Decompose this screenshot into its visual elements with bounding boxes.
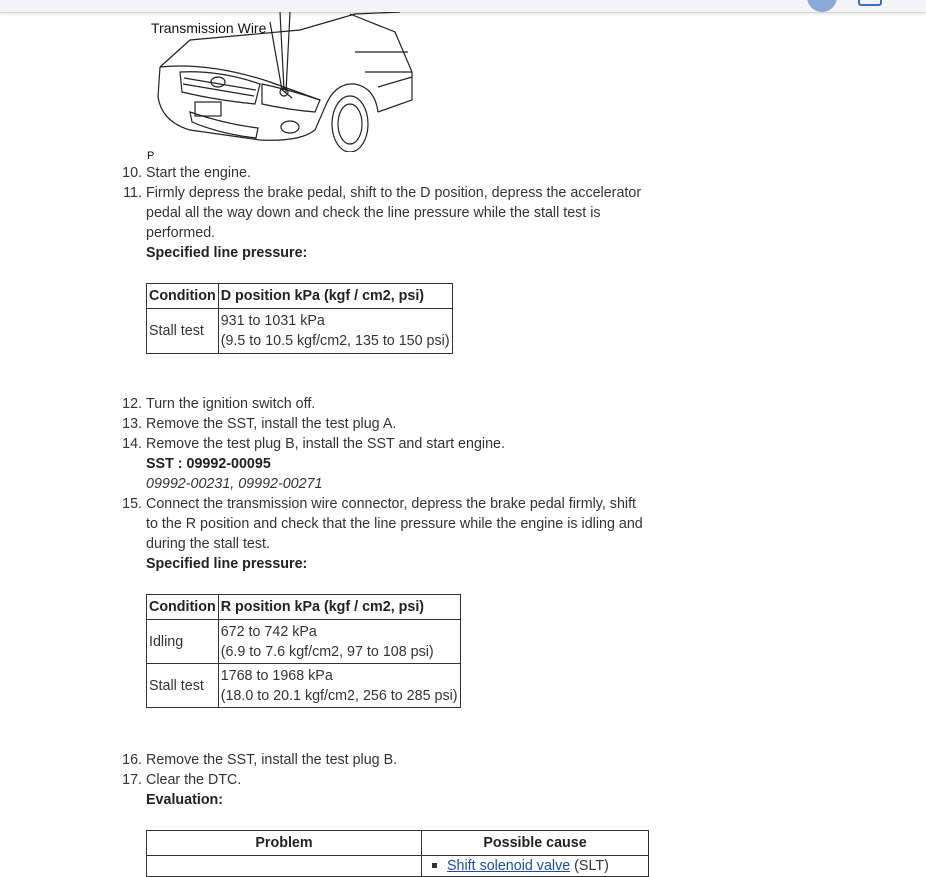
pressure-kpa: 931 to 1031 kPa xyxy=(220,313,325,329)
header-d-position: D position kPa (kgf / cm2, psi) xyxy=(218,284,452,309)
evaluation-label: Evaluation: xyxy=(146,792,224,808)
pressure-converted: (18.0 to 20.1 kgf/cm2, 256 to 285 psi) xyxy=(220,687,458,704)
step-text: Turn the ignition switch off. xyxy=(146,396,316,412)
cause-suffix: (SLT) xyxy=(570,858,609,874)
header-r-position: R position kPa (kgf / cm2, psi) xyxy=(218,595,460,620)
step-text: Remove the SST, install the test plug B. xyxy=(146,752,398,768)
header-possible-cause: Possible cause xyxy=(422,831,649,856)
figure-label: Transmission Wire xyxy=(151,20,267,36)
step-text: Remove the SST, install the test plug A. xyxy=(146,416,397,432)
table-row xyxy=(147,309,453,354)
header-problem: Problem xyxy=(147,831,422,856)
table-header-row xyxy=(147,595,461,620)
step-number: 11. xyxy=(123,185,142,201)
table-header-row xyxy=(147,284,453,309)
step-text xyxy=(146,494,646,554)
step-text: Clear the DTC. xyxy=(146,772,242,788)
step-number: 17. xyxy=(122,772,142,788)
condition-cell: Stall test xyxy=(147,664,219,708)
specified-line-pressure-label: Specified line pressure: xyxy=(146,245,308,261)
shift-solenoid-valve-link[interactable]: Shift solenoid valve xyxy=(447,858,571,874)
possible-cause-cell xyxy=(422,856,649,877)
step-number: 16. xyxy=(122,752,142,768)
pressure-kpa: 672 to 742 kPa xyxy=(220,623,317,640)
pressure-converted: (9.5 to 10.5 kgf/cm2, 135 to 150 psi) xyxy=(220,333,450,349)
step-text-line: performed. xyxy=(146,225,216,241)
table-row xyxy=(147,856,649,877)
avatar[interactable] xyxy=(807,0,837,12)
step-text-line: pedal all the way down and check the line pressure while the stall test is xyxy=(146,205,601,221)
problem-cell xyxy=(147,856,422,877)
app-icon[interactable] xyxy=(858,0,882,6)
pressure-cell xyxy=(218,309,452,354)
step-text-line: Firmly depress the brake pedal, shift to the D position, depress the accelerator xyxy=(146,185,642,201)
figure-caption: P xyxy=(147,150,155,162)
step-text-line: during the stall test. xyxy=(146,536,270,552)
step-number: 14. xyxy=(122,436,142,452)
step-number: 12. xyxy=(122,396,142,412)
step-text xyxy=(146,183,646,243)
pressure-cell xyxy=(218,664,460,708)
step-number: 13. xyxy=(122,416,142,432)
bullet-icon xyxy=(432,863,437,868)
specified-line-pressure-label: Specified line pressure: xyxy=(146,556,308,572)
pressure-cell xyxy=(218,620,460,664)
condition-cell: Stall test xyxy=(147,309,219,354)
step-text: Remove the test plug B, install the SST and start engine. xyxy=(146,436,505,452)
sst-label: SST : 09992-00095 xyxy=(146,456,271,472)
header-condition: Condition xyxy=(147,284,219,309)
r-position-pressure-table xyxy=(146,594,461,708)
pressure-converted: (6.9 to 7.6 kgf/cm2, 97 to 108 psi) xyxy=(220,643,434,660)
table-row xyxy=(147,620,461,664)
step-text: Start the engine. xyxy=(146,165,251,181)
table-header-row xyxy=(147,831,649,856)
condition-cell: Idling xyxy=(147,620,219,664)
top-bar xyxy=(0,0,926,13)
step-number: 10. xyxy=(122,165,142,181)
step-text-line: to the R position and check that the line pressure while the engine is idling and xyxy=(146,516,643,532)
sst-parts: 09992-00231, 09992-00271 xyxy=(146,476,323,492)
evaluation-table xyxy=(146,830,649,877)
pressure-kpa: 1768 to 1968 kPa xyxy=(220,667,333,684)
table-row xyxy=(147,664,461,708)
header-condition: Condition xyxy=(147,595,219,620)
step-number: 15. xyxy=(122,496,142,512)
step-text-line: Connect the transmission wire connector, depress the brake pedal firmly, shift xyxy=(146,496,637,512)
d-position-pressure-table xyxy=(146,283,453,354)
